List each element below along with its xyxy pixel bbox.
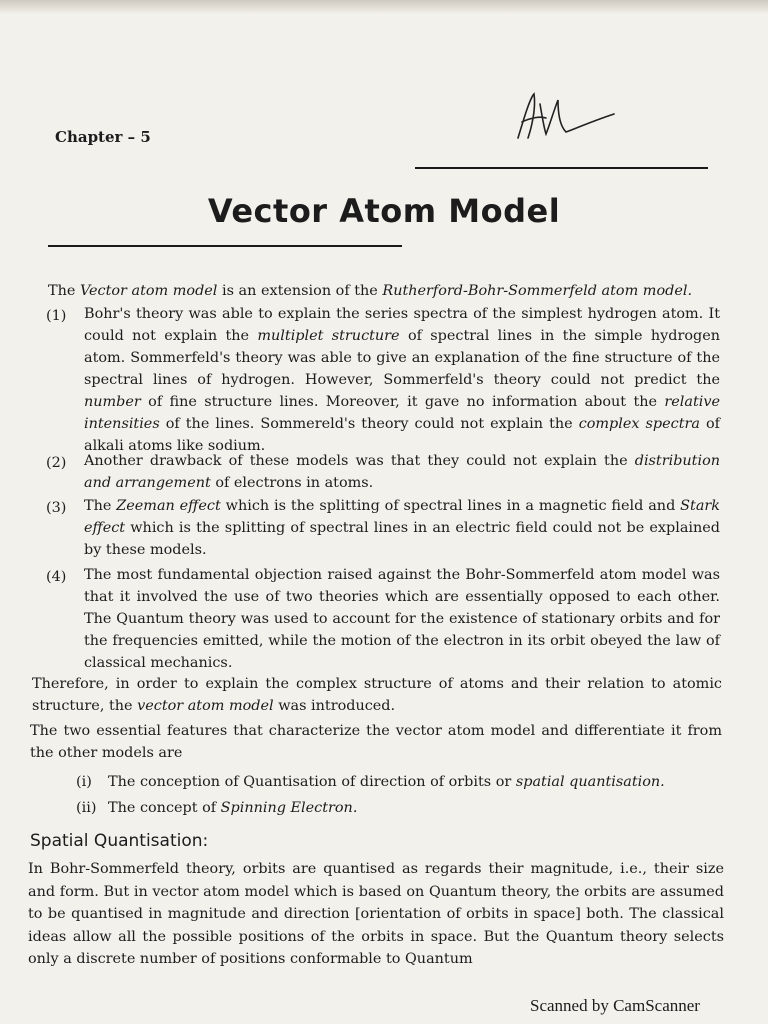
point-1-text: Bohr's theory was able to explain the series spectra of the simplest hydrogen atom. It could not explain the multiplet structure of spectral lines in the simple hydrogen atom. Sommerfeld's theory was able to give an explanation of the fine structure of the spectral lines of hydrogen. However, Sommerfeld's theory could not predict the number of fine structure lines. Moreover, it gave no information about the relative intensities of the lines. Sommereld's theory could not explain the complex spectra of alkali atoms like sodium. [84, 306, 720, 454]
intro-paragraph: The Vector atom model is an extension of the Rutherford-Bohr-Sommerfeld atom model. [48, 283, 693, 299]
title-bottom-rule [48, 245, 402, 247]
scan-top-edge [0, 0, 768, 14]
feature-2-number: (ii) [76, 800, 97, 816]
page-title: Vector Atom Model [207, 192, 561, 230]
scanner-watermark: Scanned by CamScanner [530, 996, 700, 1015]
point-4-number: (4) [46, 569, 67, 585]
title-top-rule [415, 167, 708, 169]
point-3-text: The Zeeman effect which is the splitting of spectral lines in a magnetic field and Stark effect which is the splitting of spectral lines in an electric field could not be explained by these models. [84, 498, 720, 558]
chapter-label: Chapter – 5 [55, 128, 151, 146]
point-3-number: (3) [46, 500, 67, 516]
feature-2-text: The concept of Spinning Electron. [108, 800, 358, 816]
point-1-number: (1) [46, 308, 67, 324]
section-heading: Spatial Quantisation: [30, 831, 209, 851]
therefore-paragraph: Therefore, in order to explain the complex structure of atoms and their relation to atomic structure, the vector atom model was introduced. [32, 676, 722, 714]
point-2-text: Another drawback of these models was that they could not explain the distribution and arrangement of electrons in atoms. [84, 453, 720, 491]
point-4-text: The most fundamental objection raised against the Bohr-Sommerfeld atom model was that it involved the use of two theories which are essentially opposed to each other. The Quantum theory was used to account for the existence of stationary orbits and for the frequencies emitted, while the motion of the electron in its orbit obeyed the law of classical mechanics. [84, 567, 720, 671]
feature-1-number: (i) [76, 774, 92, 790]
section-paragraph: In Bohr-Sommerfeld theory, orbits are quantised as regards their magnitude, i.e., their size and form. But in vector atom model which is based on Quantum theory, the orbits are assumed to be quantised in magnitude and direction [orientation of orbits in space] both. The classical ideas allow all the possible positions of the orbits in space. But the Quantum theory selects only a discrete number of positions conformable to Quantum [28, 861, 724, 967]
features-intro: The two essential features that characterize the vector atom model and differentiate it from the other models are [30, 723, 722, 761]
feature-1-text: The conception of Quantisation of direction of orbits or spatial quantisation. [108, 774, 665, 790]
handwritten-signature [510, 88, 620, 148]
point-2-number: (2) [46, 455, 67, 471]
